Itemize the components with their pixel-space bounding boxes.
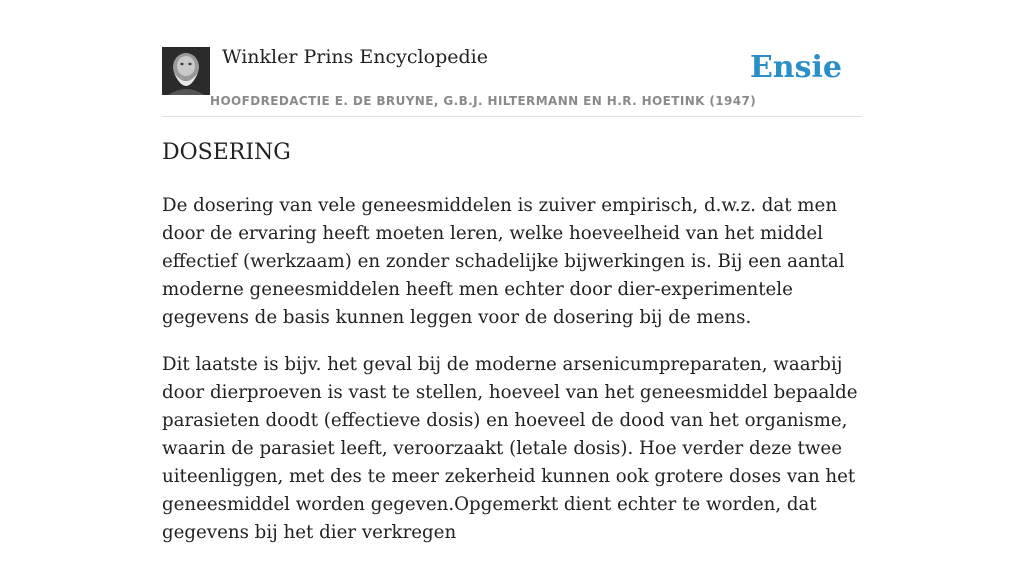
publication-title[interactable]: Winkler Prins Encyclopedie: [222, 46, 488, 68]
author-avatar: [162, 47, 210, 95]
ensie-logo-link[interactable]: Ensie: [749, 50, 842, 85]
article-paragraph: De dosering van vele geneesmiddelen is zuiver empirisch, d.w.z. dat men door de ervaring heeft moeten leren, welke hoeveelheid van het middel effectief (werkzaam) en zonder schadelijke bijwerkingen is. Bij een aantal moderne geneesmiddelen heeft men echter door dier-experimentele gegevens de basis kunnen leggen voor de dosering bij de mens.: [162, 195, 845, 328]
publication-editors: HOOFDREDACTIE E. DE BRUYNE, G.B.J. HILTERMANN EN H.R. HOETINK (1947): [210, 94, 757, 108]
article-paragraph: Dit laatste is bijv. het geval bij de moderne arsenicumpreparaten, waarbij door dierproeven is vast te stellen, hoeveel van het geneesmiddel bepaalde parasieten doodt (effectieve dosis) en hoeveel de dood van het organisme, waarin de parasiet leeft, veroorzaakt (letale dosis). Hoe verder deze twee uiteenliggen, met des te meer zekerheid kunnen ook grotere doses van het geneesmiddel worden gegeven.Opgemerkt dient echter te worden, dat gegevens bij het dier verkregen: [162, 354, 858, 543]
article-body: [162, 192, 862, 566]
publication-header: [162, 0, 862, 117]
article-title: DOSERING: [162, 140, 291, 165]
portrait-image: [162, 47, 210, 95]
page-container: [162, 0, 862, 543]
